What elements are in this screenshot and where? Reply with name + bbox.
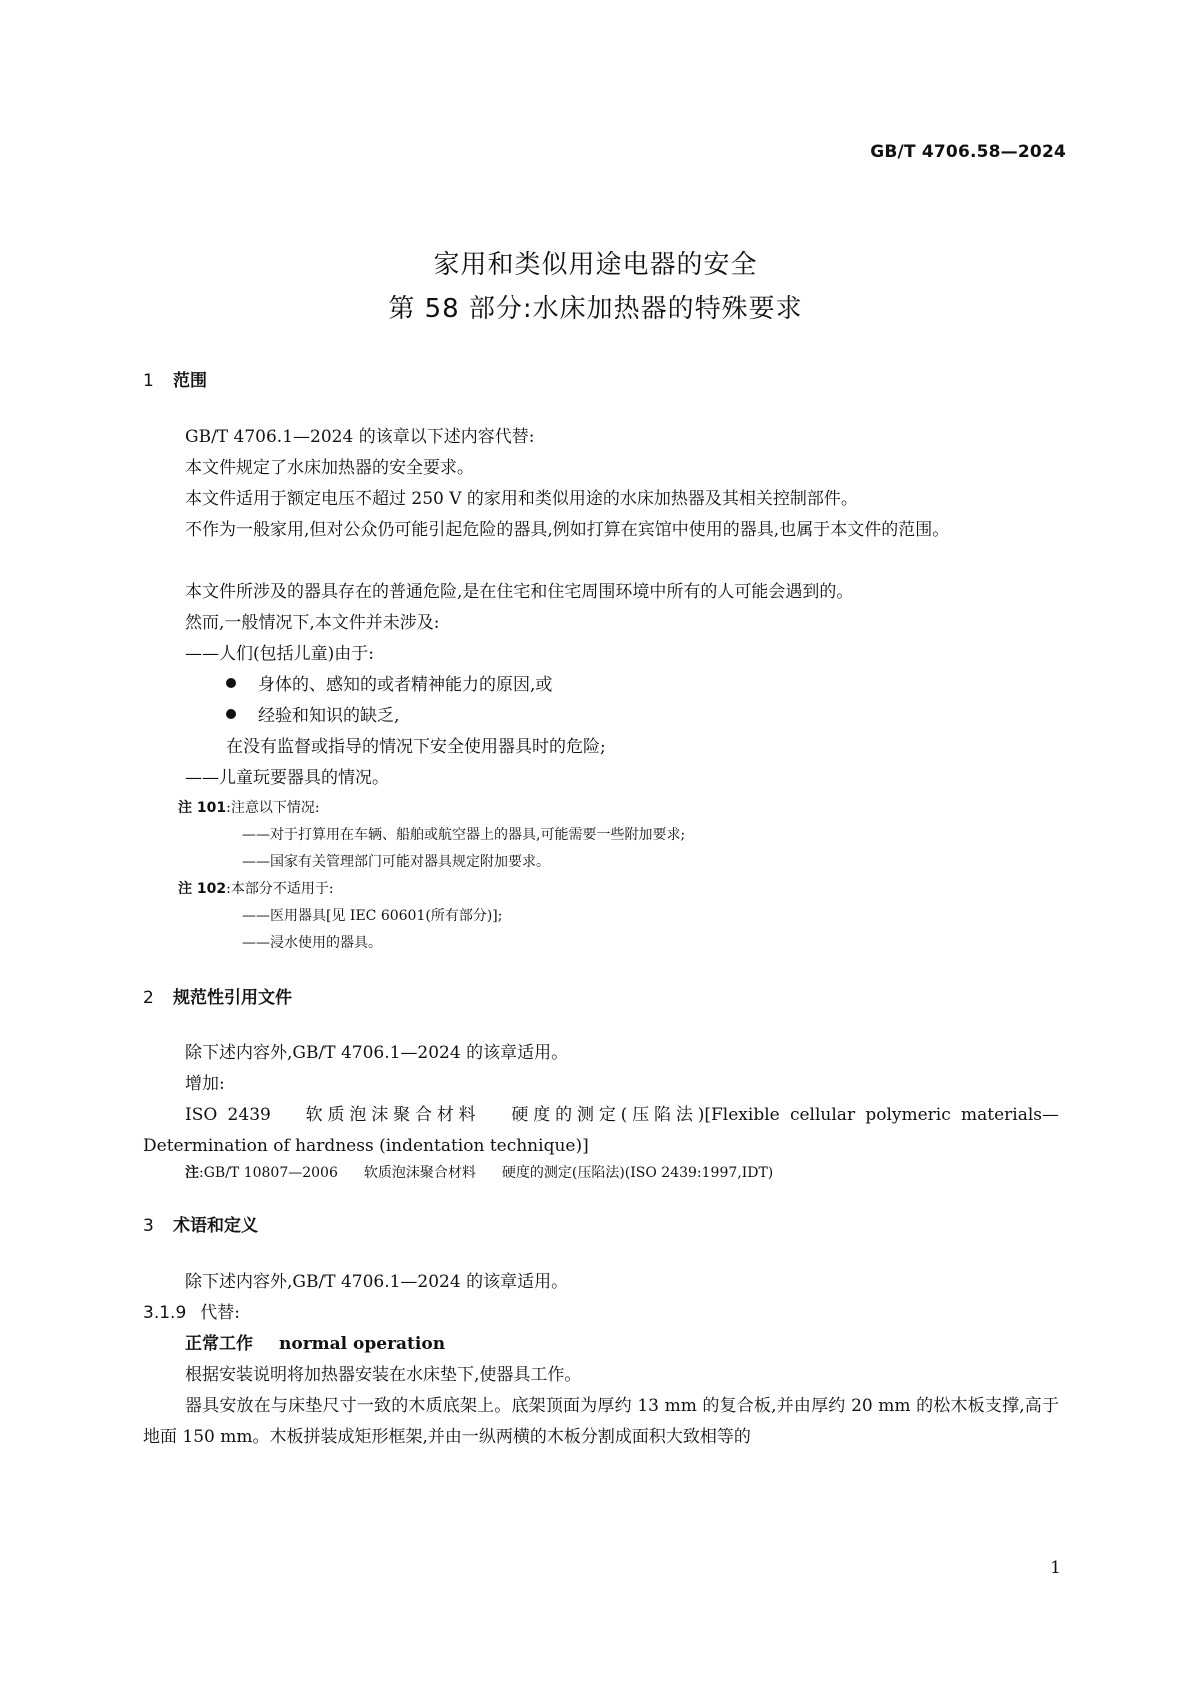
paragraph: GB/T 4706.1—2024 的该章以下述内容代替:: [185, 427, 535, 447]
note-item: ——医用器具[见 IEC 60601(所有部分)];: [242, 908, 503, 924]
paragraph: 器具安放在与床垫尺寸一致的木质底架上。底架顶面为厚约 13 mm 的复合板,并由厚约 20 mm 的松木板支撑,高于地面 150 mm。木板拼装成矩形框架,并由一纵两横的木板分割成面积大致相等的: [143, 1396, 1059, 1447]
bullet-list-item: 身体的、感知的或者精神能力的原因,或: [226, 670, 552, 701]
clause-3-1-9: [143, 1298, 240, 1329]
dash-list-item: ——儿童玩要器具的情况。: [185, 768, 389, 788]
note-label: 注 102: [178, 881, 227, 897]
term-entry: [185, 1329, 445, 1360]
clause-number: 3.1.9: [143, 1303, 187, 1323]
reference-title-en: [Flexible cellular polymeric materials—Determination of hardness (indentation technique)]: [143, 1105, 1060, 1156]
note-102: [178, 876, 334, 903]
bullet-icon: [226, 678, 236, 688]
page-number: 1: [1050, 1558, 1061, 1578]
note-item: ——国家有关管理部门可能对器具规定附加要求。: [242, 854, 550, 870]
reference-title-zh: 软质泡沫聚合材料: [300, 1105, 481, 1125]
section-title: 规范性引用文件: [173, 988, 292, 1008]
paragraph: 增加:: [185, 1074, 225, 1094]
document-title-line2: 第 58 部分:水床加热器的特殊要求: [388, 294, 803, 324]
bullet-icon: [226, 709, 236, 719]
clause-text: 代替:: [200, 1303, 240, 1323]
section-number: 3: [143, 1216, 154, 1236]
paragraph: 在没有监督或指导的情况下安全使用器具时的危险;: [226, 737, 606, 757]
reference-note: 注:GB/T 10807—2006 软质泡沫聚合材料 硬度的测定(压陷法)(ISO 2439:1997,IDT): [185, 1165, 774, 1181]
term-zh: 正常工作: [185, 1334, 253, 1354]
paragraph: 然而,一般情况下,本文件并未涉及:: [185, 613, 440, 633]
bullet-list-item: 经验和知识的缺乏,: [226, 701, 399, 732]
note-item: ——对于打算用在车辆、船舶或航空器上的器具,可能需要一些附加要求;: [242, 827, 686, 843]
section-number: 2: [143, 988, 154, 1008]
standard-code: GB/T 4706.58—2024: [870, 142, 1066, 162]
section-2-heading: [143, 983, 292, 1008]
dash-list-item: ——人们(包括儿童)由于:: [185, 644, 374, 664]
note-101: [178, 795, 320, 822]
paragraph: 本文件适用于额定电压不超过 250 V 的家用和类似用途的水床加热器及其相关控制部件。: [185, 489, 858, 509]
paragraph: 除下述内容外,GB/T 4706.1—2024 的该章适用。: [185, 1272, 569, 1292]
reference-title-zh: 硬度的测定(压陷法): [506, 1105, 705, 1125]
paragraph: 不作为一般家用,但对公众仍可能引起危险的器具,例如打算在宾馆中使用的器具,也属于本文件的范围。: [185, 520, 950, 540]
normative-reference: [143, 1100, 1059, 1162]
reference-code: ISO 2439: [185, 1105, 271, 1125]
note-label: 注 101: [178, 800, 227, 816]
note-text: :注意以下情况:: [226, 800, 320, 816]
note-label: 注: [185, 1165, 199, 1181]
section-title: 术语和定义: [173, 1216, 258, 1236]
document-title-line1: 家用和类似用途电器的安全: [433, 250, 758, 280]
section-number: 1: [143, 371, 154, 391]
paragraph: 本文件所涉及的器具存在的普通危险,是在住宅和住宅周围环境中所有的人可能会遇到的。: [185, 582, 854, 602]
paragraph: 除下述内容外,GB/T 4706.1—2024 的该章适用。: [185, 1043, 569, 1063]
note-item: ——浸水使用的器具。: [242, 935, 382, 951]
section-3-heading: [143, 1211, 258, 1236]
note-text: :本部分不适用于:: [226, 881, 334, 897]
section-title: 范围: [173, 371, 207, 391]
paragraph: 根据安装说明将加热器安装在水床垫下,使器具工作。: [185, 1365, 582, 1385]
paragraph: 本文件规定了水床加热器的安全要求。: [185, 458, 474, 478]
term-en: normal operation: [279, 1334, 446, 1354]
section-1-heading: [143, 366, 207, 391]
